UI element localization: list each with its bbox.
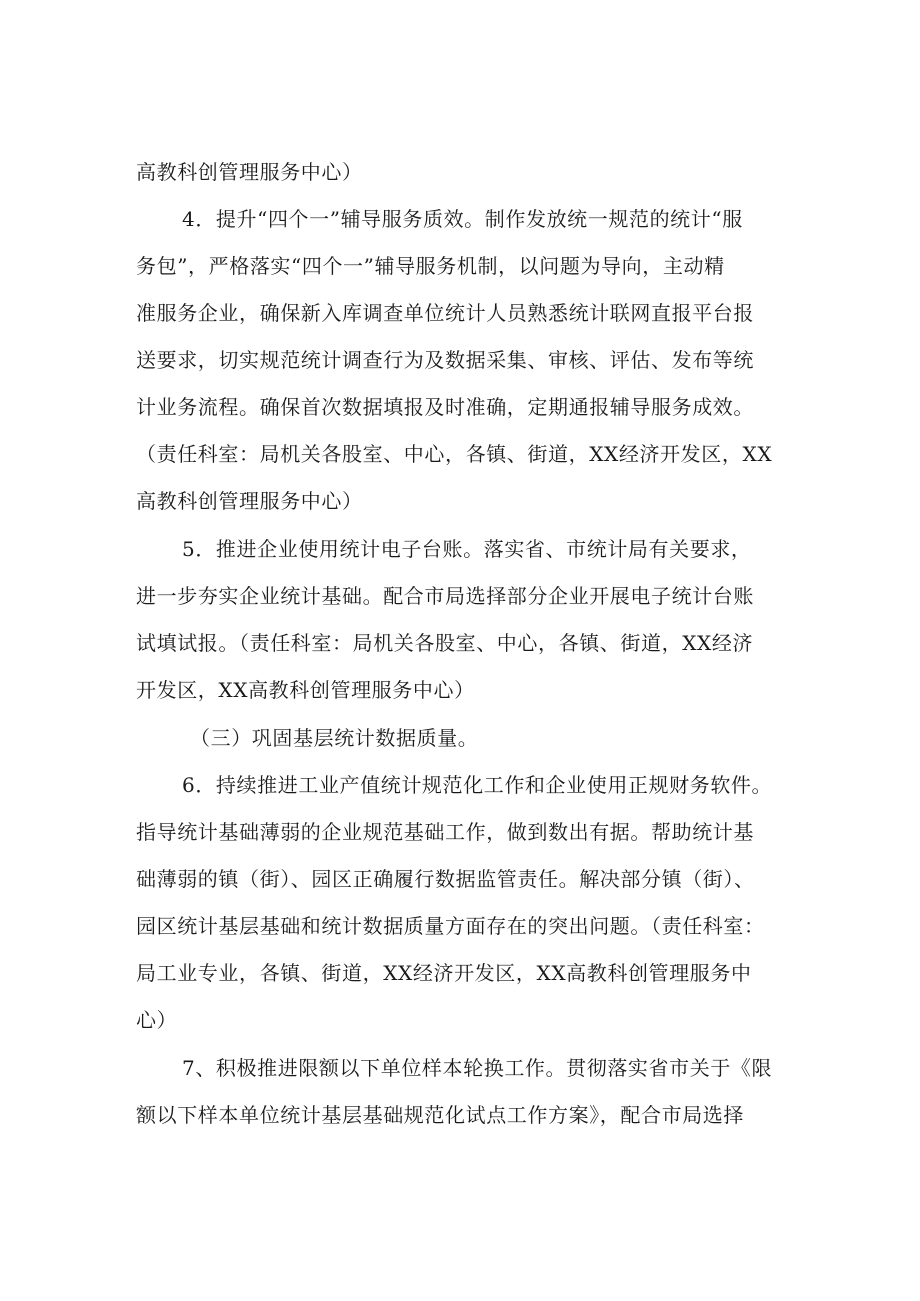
text-line: 进一步夯实企业统计基础。配合市局选择部分企业开展电子统计台账 <box>136 584 754 608</box>
text-line: 务包”，严格落实“四个一”辅导服务机制，以问题为导向，主动精 <box>136 254 725 278</box>
text-line: 计业务流程。确保首次数据填报及时准确，定期通报辅导服务成效。 <box>136 395 754 419</box>
paragraph-4-heading: 4．提升“四个一”辅导服务质效。制作发放统一规范的统计“服 <box>182 207 743 231</box>
text-line: 指导统计基础薄弱的企业规范基础工作，做到数出有据。帮助统计基 <box>136 820 754 844</box>
text-line: 高教科创管理服务中心） <box>136 489 363 513</box>
text-line: 额以下样本单位统计基层基础规范化试点工作方案》，配合市局选择 <box>136 1103 744 1127</box>
text-line: 试填试报。（责任科室：局机关各股室、中心，各镇、街道，XX经济 <box>136 631 754 655</box>
text-line: 础薄弱的镇（街）、园区正确履行数据监管责任。解决部分镇（街）、 <box>136 867 755 891</box>
section-heading-3: （三）巩固基层统计数据质量。 <box>190 726 479 750</box>
text-line: 局工业专业，各镇、街道，XX经济开发区，XX高教科创管理服务中 <box>136 961 752 985</box>
text-line: 送要求，切实规范统计调查行为及数据采集、审核、评估、发布等统 <box>136 348 754 372</box>
text-line: 心） <box>136 1008 178 1032</box>
text-line: 园区统计基层基础和统计数据质量方面存在的突出问题。（责任科室： <box>136 914 765 938</box>
text-line: 准服务企业，确保新入库调查单位统计人员熟悉统计联网直报平台报 <box>136 301 754 325</box>
paragraph-6-heading: 6．持续推进工业产值统计规范化工作和企业使用正规财务软件。 <box>182 773 773 797</box>
paragraph-7-heading: 7、积极推进限额以下单位样本轮换工作。贯彻落实省市关于《限 <box>182 1056 773 1080</box>
text-line: （责任科室：局机关各股室、中心，各镇、街道，XX经济开发区，XX <box>136 442 773 466</box>
text-line: 开发区，XX高教科创管理服务中心） <box>136 678 475 702</box>
paragraph-5-heading: 5．推进企业使用统计电子台账。落实省、市统计局有关要求， <box>182 537 752 561</box>
text-line: 高教科创管理服务中心） <box>136 160 363 184</box>
